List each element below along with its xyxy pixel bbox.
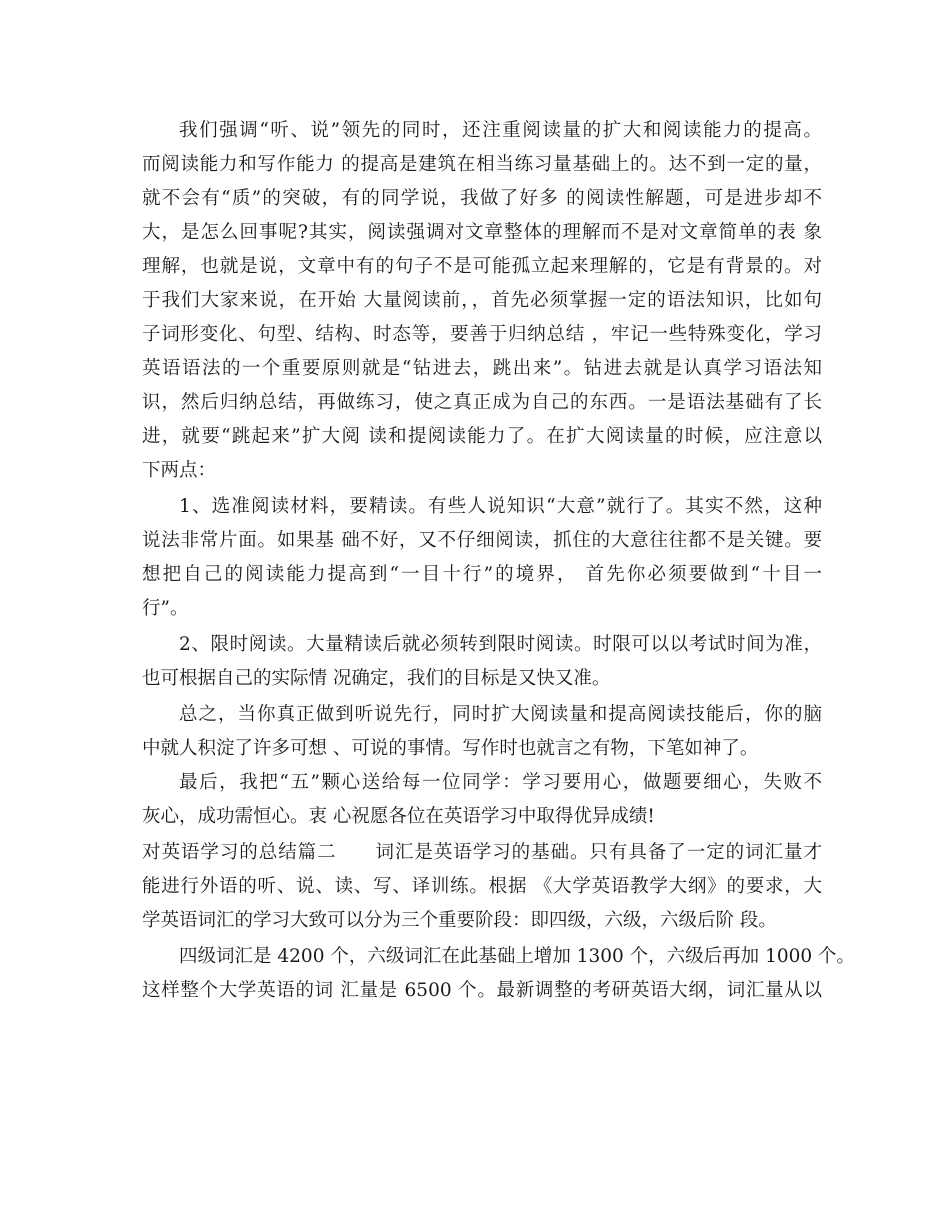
paragraph-5-line-1: 最后，我把“五”颗心送给每一位同学：学习要用心，做题要细心，失败不	[179, 772, 822, 793]
paragraph-6-line-3: 学英语词汇的学习大致可以分为三个重要阶段：即四级，六级，六级后阶 段。	[142, 910, 777, 931]
paragraph-2-line-2: 说法非常片面。如果基 础不好，又不仔细阅读，抓住的大意往往都不是关键。要	[142, 530, 822, 551]
paragraph-1-line-5: 理解，也就是说，文章中有的句子不是可能孤立起来理解的，它是有背景的。对	[142, 256, 822, 277]
paragraph-3-line-1: 2、限时阅读。大量精读后就必须转到限时阅读。时限可以以考试时间为准，	[179, 634, 822, 655]
paragraph-6-line-1: 对英语学习的总结篇二 词汇是英语学习的基础。只有具备了一定的词汇量才	[142, 842, 822, 863]
paragraph-2-line-1: 1、选准阅读材料，要精读。有些人说知识“大意”就行了。其实不然，这种	[179, 496, 822, 517]
paragraph-1-line-3: 就不会有“质”的突破，有的同学说，我做了好多 的阅读性解题，可是进步却不	[142, 188, 822, 209]
paragraph-1-line-7: 子词形变化、句型、结构、时态等，要善于归纳总结 ，牢记一些特殊变化，学习	[142, 324, 822, 345]
paragraph-3-line-2: 也可根据自己的实际情 况确定，我们的目标是又快又准。	[142, 668, 611, 689]
paragraph-7-line-2: 这样整个大学英语的词 汇量是 6500 个。最新调整的考研英语大纲，词汇量从以	[142, 980, 822, 1001]
paragraph-1-line-4: 大，是怎么回事呢?其实，阅读强调对文章整体的理解而不是对文章简单的表 象	[142, 222, 822, 243]
paragraph-5-line-2: 灰心，成功需恒心。衷 心祝愿各位在英语学习中取得优异成绩!	[142, 806, 655, 827]
paragraph-1-line-8: 英语语法的一个重要原则就是“钻进去，跳出来”。钻进去就是认真学习语法知	[142, 358, 822, 379]
paragraph-1-line-11: 下两点：	[142, 460, 217, 481]
paragraph-4-line-1: 总之，当你真正做到听说先行，同时扩大阅读量和提高阅读技能后，你的脑	[179, 704, 822, 725]
paragraph-7-line-1: 四级词汇是 4200 个，六级词汇在此基础上增加 1300 个，六级后再加 1000 个。	[179, 946, 856, 967]
paragraph-1-line-10: 进，就要“跳起来”扩大阅 读和提阅读能力了。在扩大阅读量的时候，应注意以	[142, 426, 822, 447]
paragraph-4-line-2: 中就人积淀了许多可想 、可说的事情。写作时也就言之有物，下笔如神了。	[142, 738, 759, 759]
paragraph-1-line-6: 于我们大家来说，在开始 大量阅读前，，首先必须掌握一定的语法知识，比如句	[142, 290, 822, 311]
paragraph-2-line-3: 想把自己的阅读能力提高到“一目十行”的境界， 首先你必须要做到“十目一	[142, 564, 822, 585]
paragraph-1-line-9: 识，然后归纳总结，再做练习，使之真正成为自己的东西。一是语法基础有了长	[142, 392, 822, 413]
paragraph-1-line-2: 而阅读能力和写作能力 的提高是建筑在相当练习量基础上的。达不到一定的量，	[142, 154, 822, 175]
paragraph-6-line-2: 能进行外语的听、说、读、写、译训练。根据 《大学英语教学大纲》的要求，大	[142, 876, 822, 897]
paragraph-1-line-1: 我们强调“听、说”领先的同时，还注重阅读量的扩大和阅读能力的提高。	[179, 120, 822, 141]
paragraph-2-line-4: 行”。	[142, 598, 189, 619]
